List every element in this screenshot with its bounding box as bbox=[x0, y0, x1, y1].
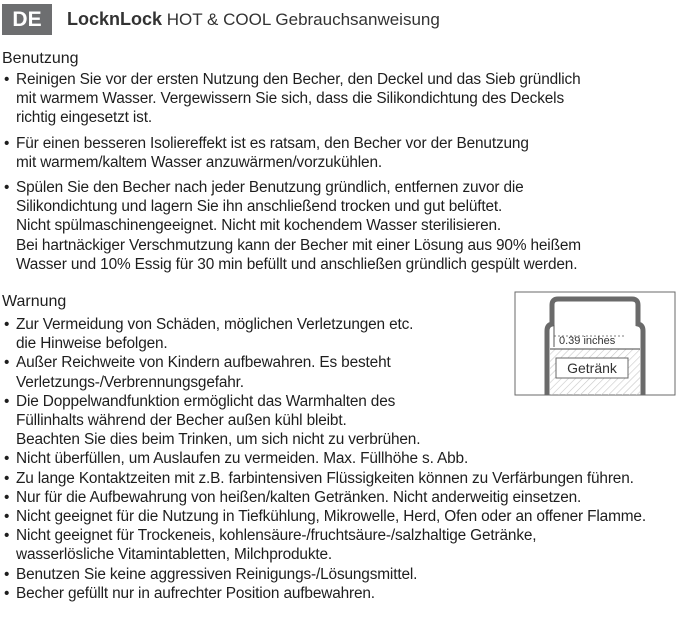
warning-bullet-item bbox=[2, 392, 674, 450]
warning-bullet-line: Nicht geeignet für Trockeneis, kohlensäure-/fruchtsäure-/salzhaltige Getränke, bbox=[16, 527, 537, 545]
cup-fill-diagram bbox=[514, 291, 676, 396]
bullet-marker: • bbox=[4, 134, 10, 152]
usage-bullet-line: Spülen Sie den Becher nach jeder Benutzung gründlich, entfernen zuvor die bbox=[16, 179, 524, 197]
bullet-marker: • bbox=[4, 354, 10, 372]
warning-bullet-line: Benutzen Sie keine aggressiven Reinigungs-/Lösungsmittel. bbox=[16, 565, 418, 583]
bullet-marker: • bbox=[4, 527, 10, 545]
usage-bullet-line: Für einen besseren Isoliereffekt ist es ratsam, den Becher vor der Benutzung bbox=[16, 134, 529, 152]
bullet-marker: • bbox=[4, 71, 10, 88]
fill-level-figure bbox=[514, 291, 676, 396]
warning-bullet-item bbox=[2, 488, 674, 507]
warning-heading: Warnung bbox=[2, 293, 67, 310]
warning-bullet-line: Die Doppelwandfunktion ermöglicht das Warmhalten des bbox=[16, 392, 396, 410]
page-title bbox=[67, 9, 440, 30]
bullet-marker: • bbox=[4, 488, 10, 506]
language-badge: DE bbox=[2, 4, 52, 35]
usage-bullet-line: Reinigen Sie vor der ersten Nutzung den Becher, den Deckel und das Sieb gründlich bbox=[16, 71, 581, 88]
warning-bullet-item bbox=[2, 507, 674, 526]
usage-bullet-line: Bei hartnäckiger Verschmutzung kann der Becher mit einer Lösung aus 90% heißem bbox=[16, 236, 581, 254]
warning-bullet-line: wasserlösliche Vitamintabletten, Milchprodukte. bbox=[16, 546, 333, 564]
usage-bullet-item bbox=[2, 178, 674, 274]
warning-bullet-item bbox=[2, 584, 674, 603]
bullet-marker: • bbox=[4, 584, 10, 602]
measurement-label: 0.39 inches bbox=[559, 335, 616, 347]
warning-bullet-line: Nicht überfüllen, um Auslaufen zu vermeiden. Max. Füllhöhe s. Abb. bbox=[16, 450, 469, 468]
usage-bullet-item bbox=[2, 134, 674, 172]
warning-bullet-line: Zu lange Kontaktzeiten mit z.B. farbintensiven Flüssigkeiten können zu Verfärbungen führen. bbox=[16, 469, 634, 487]
liquid-label: Getränk bbox=[567, 360, 617, 376]
warning-bullet-line: Außer Reichweite von Kindern aufbewahren. Es besteht bbox=[16, 354, 391, 372]
warning-bullet-line: Becher gefüllt nur in aufrechter Position aufbewahren. bbox=[16, 584, 375, 602]
bullet-marker: • bbox=[4, 450, 10, 468]
usage-bullet-line: richtig eingesetzt ist. bbox=[16, 109, 152, 127]
bullet-marker: • bbox=[4, 565, 10, 583]
bullet-marker: • bbox=[4, 469, 10, 487]
usage-bullet-line: Nicht spülmaschinengeeignet. Nicht mit kochendem Wasser sterilisieren. bbox=[16, 217, 502, 235]
warning-bullet-line: Nur für die Aufbewahrung von heißen/kalten Getränken. Nicht anderweitig einsetzen. bbox=[16, 488, 582, 506]
bullet-marker: • bbox=[4, 316, 10, 333]
bullet-marker: • bbox=[4, 179, 10, 197]
warning-bullet-item bbox=[2, 449, 674, 468]
warning-bullet-line: die Hinweise befolgen. bbox=[16, 335, 168, 353]
usage-bullet-line: mit warmem Wasser. Vergewissern Sie sich, dass die Silikondichtung des Deckels bbox=[16, 90, 564, 108]
brand-name: LocknLock bbox=[67, 9, 163, 29]
warning-bullet-line: Verletzungs-/Verbrennungsgefahr. bbox=[16, 373, 244, 391]
usage-bullet-list bbox=[2, 70, 674, 274]
bullet-marker: • bbox=[4, 508, 10, 526]
warning-bullet-line: Zur Vermeidung von Schäden, möglichen Verletzungen etc. bbox=[16, 316, 414, 333]
usage-bullet-line: mit warmem/kaltem Wasser anzuwärmen/vorzukühlen. bbox=[16, 153, 382, 171]
warning-bullet-line: Nicht geeignet für die Nutzung in Tiefkühlung, Mikrowelle, Herd, Ofen oder an offener Flamme. bbox=[16, 508, 646, 526]
usage-bullet-line: Silikondichtung und lagern Sie ihn anschließend trocken und gut belüftet. bbox=[16, 198, 503, 216]
warning-bullet-item bbox=[2, 469, 674, 488]
title-text: HOT & COOL Gebrauchsanweisung bbox=[162, 10, 440, 29]
warning-bullet-line: Füllinhalts während der Becher außen kühl bleibt. bbox=[16, 412, 347, 430]
usage-bullet-item bbox=[2, 70, 674, 128]
page-header bbox=[0, 4, 679, 36]
warning-bullet-line: Beachten Sie dies beim Trinken, um sich nicht zu verbrühen. bbox=[16, 431, 421, 449]
warning-bullet-item bbox=[2, 526, 674, 564]
bullet-marker: • bbox=[4, 392, 10, 410]
usage-bullet-line: Wasser und 10% Essig für 30 min befüllt und anschließen gründlich gespült werden. bbox=[16, 255, 578, 273]
warning-bullet-item bbox=[2, 565, 674, 584]
usage-heading: Benutzung bbox=[2, 50, 79, 67]
